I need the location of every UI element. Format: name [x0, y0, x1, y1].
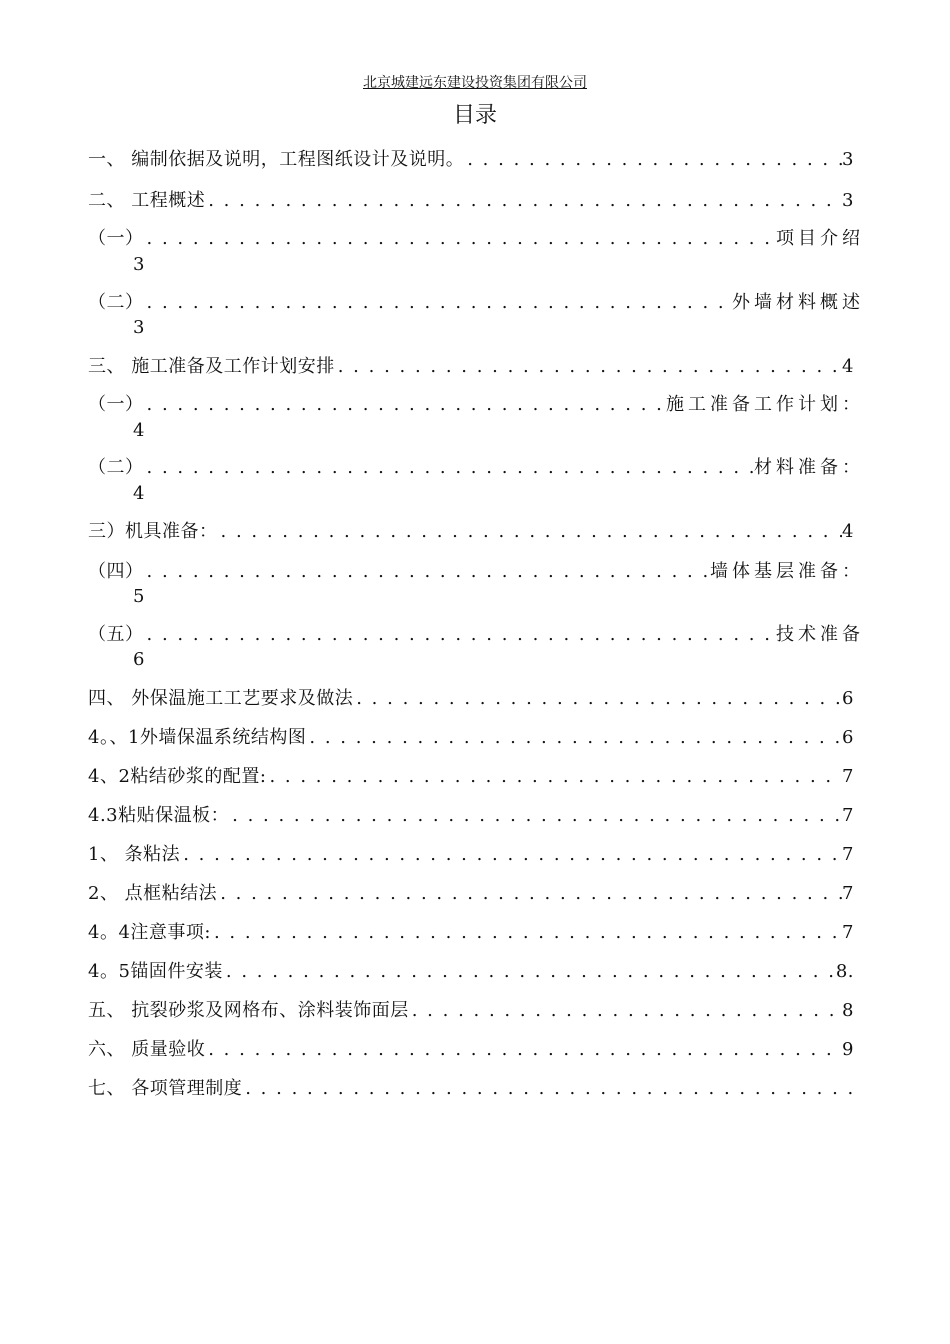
company-header: 北京城建远东建设投资集团有限公司: [363, 75, 587, 91]
toc-entry[interactable]: [88, 765, 854, 789]
toc-entry-label: 项目介绍: [776, 228, 864, 249]
toc-leader: [144, 456, 755, 480]
toc-entry-page: 4: [133, 483, 145, 504]
toc-entry[interactable]: [88, 1038, 854, 1062]
toc-leader: [335, 355, 842, 379]
toc-leader: [266, 765, 842, 789]
toc-entry-text: 4。、1外墙保温系统结构图: [88, 727, 307, 748]
toc-entry-page: 4: [842, 521, 854, 542]
toc-entry[interactable]: [88, 921, 854, 945]
toc-leader: [353, 687, 842, 711]
toc-entry-text: 4。5锚固件安装: [88, 961, 223, 982]
toc-entry-page: 6: [842, 727, 854, 748]
toc-entry-page: 5: [133, 586, 145, 607]
toc-leader: [144, 623, 777, 647]
toc-entry-text: 1、 条粘法: [88, 844, 181, 865]
toc-entry-label: 墙体基层准备：: [710, 561, 864, 582]
toc-leader: [144, 393, 667, 417]
toc-entry[interactable]: [88, 456, 864, 480]
toc-entry-text: 六、 质量验收: [88, 1039, 206, 1060]
toc-entry-text: （五）: [88, 624, 144, 645]
toc-leader: [409, 999, 842, 1023]
toc-entry-page: 7: [842, 805, 854, 826]
toc-entry-text: 2、 点框粘结法: [88, 883, 218, 904]
toc-entry-text: 4.3粘贴保温板：: [88, 805, 230, 826]
toc-entry[interactable]: [88, 560, 864, 584]
toc-leader: [211, 921, 842, 945]
toc-leader: [144, 227, 777, 251]
toc-entry-label: 外墙材料概述: [732, 292, 864, 313]
toc-entry-page: 7: [842, 922, 854, 943]
toc-entry-page: 3: [133, 317, 145, 338]
toc-entry-page: 7: [842, 883, 854, 904]
toc-entry-text: （四）: [88, 561, 144, 582]
toc-leader: [205, 1038, 842, 1062]
toc-entry-text: 4、2粘结砂浆的配置:: [88, 766, 267, 787]
toc-entry[interactable]: [88, 843, 854, 867]
toc-entry-page: 6: [842, 688, 854, 709]
page-title: 目录: [452, 103, 497, 128]
toc-entry-page: 8: [842, 1000, 854, 1021]
toc-leader: [306, 726, 842, 750]
toc-entry-text: 4。4注意事项:: [88, 922, 211, 943]
toc-entry-text: （一）: [88, 394, 144, 415]
toc-entry-page: 7: [842, 844, 854, 865]
toc-entry[interactable]: [88, 623, 864, 647]
toc-entry-label: 施工准备工作计划：: [666, 394, 864, 415]
toc-leader: [229, 804, 842, 828]
toc-entry-page: 7: [842, 766, 854, 787]
toc-leader: [217, 882, 842, 906]
toc-entry-page: 4: [133, 420, 145, 441]
toc-entry[interactable]: [88, 148, 854, 172]
toc-leader: [464, 148, 842, 172]
toc-entry[interactable]: [88, 999, 854, 1023]
toc-entry-page: 8.: [835, 961, 854, 982]
toc-entry-page: 3: [133, 254, 145, 275]
toc-entry-text: 一、 编制依据及说明，工程图纸设计及说明。: [88, 149, 465, 170]
toc-entry-text: 三）机具准备：: [88, 521, 218, 542]
toc-entry[interactable]: [88, 189, 854, 213]
toc-leader: [242, 1077, 854, 1101]
toc-entry-label: 技术准备: [776, 624, 864, 645]
toc-leader: [180, 843, 842, 867]
toc-entry-text: 七、 各项管理制度: [88, 1078, 243, 1099]
toc-entry[interactable]: [88, 687, 854, 711]
toc-entry[interactable]: [88, 520, 854, 544]
toc-entry[interactable]: [88, 355, 854, 379]
toc-entry-page: 6: [133, 649, 145, 670]
toc-entry-page: 4: [842, 356, 854, 377]
toc-entry[interactable]: [88, 291, 864, 315]
toc-entry-text: （二）: [88, 457, 144, 478]
toc-leader: [144, 291, 733, 315]
toc-entry-label: 材料准备：: [754, 457, 864, 478]
toc-entry-text: 二、 工程概述: [88, 190, 206, 211]
toc-entry[interactable]: [88, 726, 854, 750]
toc-entry-page: 3: [842, 190, 854, 211]
toc-leader: [205, 189, 842, 213]
toc-leader: [218, 520, 843, 544]
toc-entry[interactable]: [88, 960, 854, 984]
toc-entry-text: 五、 抗裂砂浆及网格布、涂料装饰面层: [88, 1000, 409, 1021]
toc-entry-text: 四、 外保温施工工艺要求及做法: [88, 688, 354, 709]
toc-entry-page: 3: [842, 149, 854, 170]
toc-entry-page: 9: [842, 1039, 854, 1060]
toc-entry-text: 三、 施工准备及工作计划安排: [88, 356, 335, 377]
toc-entry[interactable]: [88, 882, 854, 906]
toc-entry[interactable]: [88, 393, 864, 417]
toc-leader: [223, 960, 836, 984]
toc-entry[interactable]: [88, 227, 864, 251]
toc-leader: [144, 560, 711, 584]
toc-entry-text: （一）: [88, 228, 144, 249]
toc-entry[interactable]: [88, 1077, 854, 1101]
toc-entry-text: （二）: [88, 292, 144, 313]
toc-entry[interactable]: [88, 804, 854, 828]
